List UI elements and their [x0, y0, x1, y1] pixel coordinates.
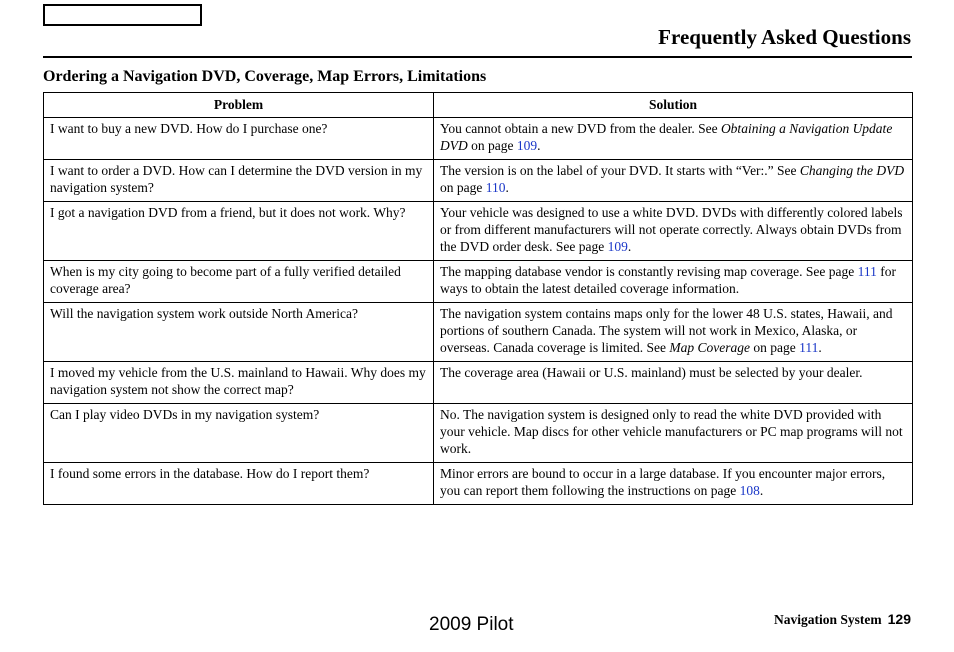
table-row	[44, 303, 913, 362]
problem-cell: When is my city going to become part of a fully verified detailed coverage area?	[44, 261, 434, 303]
solution-text: .	[505, 180, 509, 195]
table-row	[44, 261, 913, 303]
solution-cell: No. The navigation system is designed only to read the white DVD provided with your vehicle. Map discs for other vehicle manufacturers or PC map programs will not work.	[434, 404, 913, 463]
solution-cell	[434, 303, 913, 362]
page-link[interactable]: 108	[739, 483, 760, 498]
page-link[interactable]: 111	[857, 264, 877, 279]
footer-page-info	[774, 611, 911, 629]
solution-reference-title: Obtaining a Navigation Update DVD	[440, 121, 893, 153]
page-number: 129	[887, 611, 911, 627]
page-link[interactable]: 111	[799, 340, 819, 355]
problem-cell: I got a navigation DVD from a friend, but it does not work. Why?	[44, 202, 434, 261]
solution-text: on page	[750, 340, 800, 355]
solution-text: .	[818, 340, 822, 355]
footer-section-label: Navigation System	[774, 612, 882, 627]
solution-cell	[434, 118, 913, 160]
solution-cell	[434, 202, 913, 261]
solution-cell: The coverage area (Hawaii or U.S. mainland) must be selected by your dealer.	[434, 362, 913, 404]
solution-text: The navigation system contains maps only for the lower 48 U.S. states, Hawaii, and portions of southern Canada. The system will not work in Mexico, Alaska, or overseas. Canada coverage is limited. See	[440, 306, 893, 355]
solution-text: The version is on the label of your DVD. It starts with “Ver:.” See	[440, 163, 800, 178]
solution-text: on page	[467, 138, 517, 153]
table-row	[44, 463, 913, 505]
solution-text: .	[537, 138, 541, 153]
problem-cell: Will the navigation system work outside North America?	[44, 303, 434, 362]
solution-text: You cannot obtain a new DVD from the dealer. See	[440, 121, 721, 136]
solution-text: The mapping database vendor is constantly revising map coverage. See page	[440, 264, 858, 279]
solution-text: .	[627, 239, 632, 254]
solution-reference-title: Map Coverage	[669, 340, 751, 355]
page-link[interactable]: 109	[516, 138, 538, 153]
solution-cell	[434, 160, 913, 202]
problem-cell: Can I play video DVDs in my navigation system?	[44, 404, 434, 463]
header-blank-box	[43, 4, 202, 26]
solution-cell	[434, 261, 913, 303]
problem-cell: I want to buy a new DVD. How do I purchase one?	[44, 118, 434, 160]
table-row	[44, 202, 913, 261]
page-link[interactable]: 109	[607, 239, 628, 254]
faq-table	[43, 92, 913, 505]
section-heading: Ordering a Navigation DVD, Coverage, Map Errors, Limitations	[43, 68, 487, 85]
solution-text: on page	[440, 180, 486, 195]
problem-cell: I moved my vehicle from the U.S. mainland to Hawaii. Why does my navigation system not show the correct map?	[44, 362, 434, 404]
title-divider	[43, 56, 912, 58]
footer-model-label: 2009 Pilot	[429, 614, 514, 635]
table-row	[44, 404, 913, 463]
table-row	[44, 160, 913, 202]
solution-text: .	[759, 483, 764, 498]
solution-text: Your vehicle was designed to use a white DVD. DVDs with differently colored labels or from different manufacturers will not operate correctly. Always obtain DVDs from the DVD order desk. See page	[440, 205, 903, 254]
solution-reference-title: Changing the DVD	[799, 163, 905, 178]
page-link[interactable]: 110	[485, 180, 506, 195]
column-header-problem: Problem	[44, 93, 434, 118]
table-header-row	[44, 93, 913, 118]
table-row	[44, 118, 913, 160]
page-title: Frequently Asked Questions	[658, 25, 911, 49]
problem-cell: I found some errors in the database. How do I report them?	[44, 463, 434, 505]
solution-text: for ways to obtain the latest detailed coverage information.	[440, 264, 896, 296]
table-row	[44, 362, 913, 404]
column-header-solution: Solution	[434, 93, 913, 118]
solution-text: Minor errors are bound to occur in a large database. If you encounter major errors, you can report them following the instructions on page	[440, 466, 886, 498]
problem-cell: I want to order a DVD. How can I determine the DVD version in my navigation system?	[44, 160, 434, 202]
solution-cell	[434, 463, 913, 505]
